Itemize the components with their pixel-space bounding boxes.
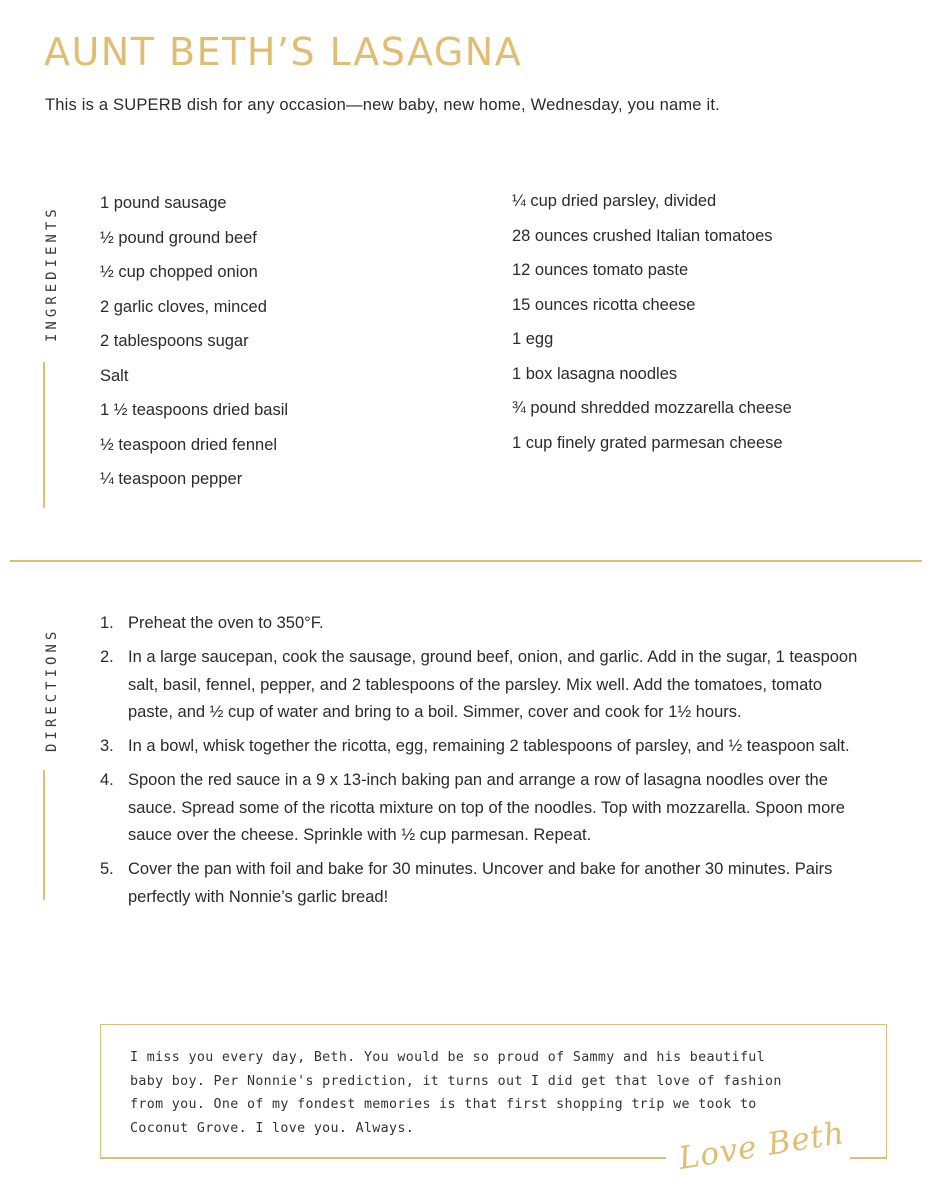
- memory-note-text: [130, 1046, 860, 1140]
- ingredient-item: ½ pound ground beef: [100, 228, 257, 247]
- step-number: 1.: [100, 614, 114, 632]
- ingredient-item: 12 ounces tomato paste: [512, 261, 689, 279]
- note-line: from you. One of my fondest memories is that first shopping trip we took to: [130, 1097, 757, 1112]
- note-box-bottom-border: [100, 1157, 666, 1159]
- step-number: 3.: [100, 737, 114, 756]
- ingredient-item: 1 box lasagna noodles: [512, 364, 678, 383]
- ingredients-label: INGREDIENTS: [44, 205, 60, 342]
- note-line: Coconut Grove. I love you. Always.: [130, 1120, 415, 1136]
- recipe-subtitle: This is a SUPERB dish for any occasion—new baby, new home, Wednesday, you name it.: [45, 96, 720, 114]
- ingredients-list-right: [512, 184, 792, 460]
- ingredient-item: ¾ pound shredded mozzarella cheese: [512, 399, 792, 417]
- directions-label: DIRECTIONS: [44, 627, 60, 752]
- ingredient-item: 1 egg: [512, 330, 554, 348]
- direction-step: [100, 767, 870, 849]
- step-number: 4.: [100, 771, 114, 790]
- directions-side-line: [43, 770, 45, 900]
- ingredient-item: 2 tablespoons sugar: [100, 332, 249, 350]
- ingredients-list-left: [100, 186, 288, 497]
- step-number: 2.: [100, 648, 114, 667]
- recipe-title: AUNT BETH’S LASAGNA: [44, 30, 523, 74]
- note-line: I miss you every day, Beth. You would be so proud of Sammy and his beautiful: [130, 1050, 766, 1065]
- note-box-bottom-border-right: [850, 1157, 887, 1159]
- step-number: 5.: [100, 860, 114, 879]
- ingredient-item: ½ cup chopped onion: [100, 263, 258, 281]
- ingredient-item: 15 ounces ricotta cheese: [512, 295, 696, 314]
- step-text: Cover the pan with foil and bake for 30 minutes. Uncover and bake for another 30 minutes. Pairs perfectly with Nonnie’s garlic bread!: [128, 860, 833, 906]
- note-line: baby boy. Per Nonnie's prediction, it turns out I did get that love of fashion: [130, 1073, 782, 1089]
- ingredient-item: 1 cup finely grated parmesan cheese: [512, 433, 783, 452]
- ingredient-item: 1 ½ teaspoons dried basil: [100, 401, 289, 419]
- ingredient-item: 28 ounces crushed Italian tomatoes: [512, 226, 773, 245]
- step-text: Preheat the oven to 350°F.: [128, 614, 324, 632]
- step-text: In a bowl, whisk together the ricotta, egg, remaining 2 tablespoons of parsley, and ½ teaspoon salt.: [128, 737, 850, 756]
- directions-list: [100, 610, 870, 918]
- ingredient-item: 1 pound sausage: [100, 194, 227, 212]
- direction-step: [100, 610, 870, 637]
- signature: Love Beth: [676, 1115, 848, 1177]
- ingredient-item: ¼ cup dried parsley, divided: [512, 192, 717, 210]
- section-divider: [10, 560, 922, 562]
- direction-step: [100, 733, 870, 760]
- ingredient-item: ½ teaspoon dried fennel: [100, 435, 278, 454]
- ingredients-side-line: [43, 362, 45, 508]
- ingredient-item: 2 garlic cloves, minced: [100, 297, 267, 316]
- ingredient-item: ¼ teaspoon pepper: [100, 470, 243, 488]
- ingredient-item: Salt: [100, 366, 129, 385]
- step-text: Spoon the red sauce in a 9 x 13-inch baking pan and arrange a row of lasagna noodles over the sauce. Spread some of the ricotta mixture on top of the noodles. Top with mozzarella. Spoon more sauce over the cheese. Sprinkle with ½ cup parmesan. Repeat.: [128, 771, 845, 845]
- step-text: In a large saucepan, cook the sausage, ground beef, onion, and garlic. Add in the sugar, 1 teaspoon salt, basil, fennel, pepper, and 2 tablespoons of the parsley. Mix well. Add the tomatoes, tomato paste, and ½ cup of water and bring to a boil. Simmer, cover and cook for 1½ hours.: [128, 648, 858, 721]
- direction-step: [100, 856, 870, 911]
- direction-step: [100, 644, 870, 726]
